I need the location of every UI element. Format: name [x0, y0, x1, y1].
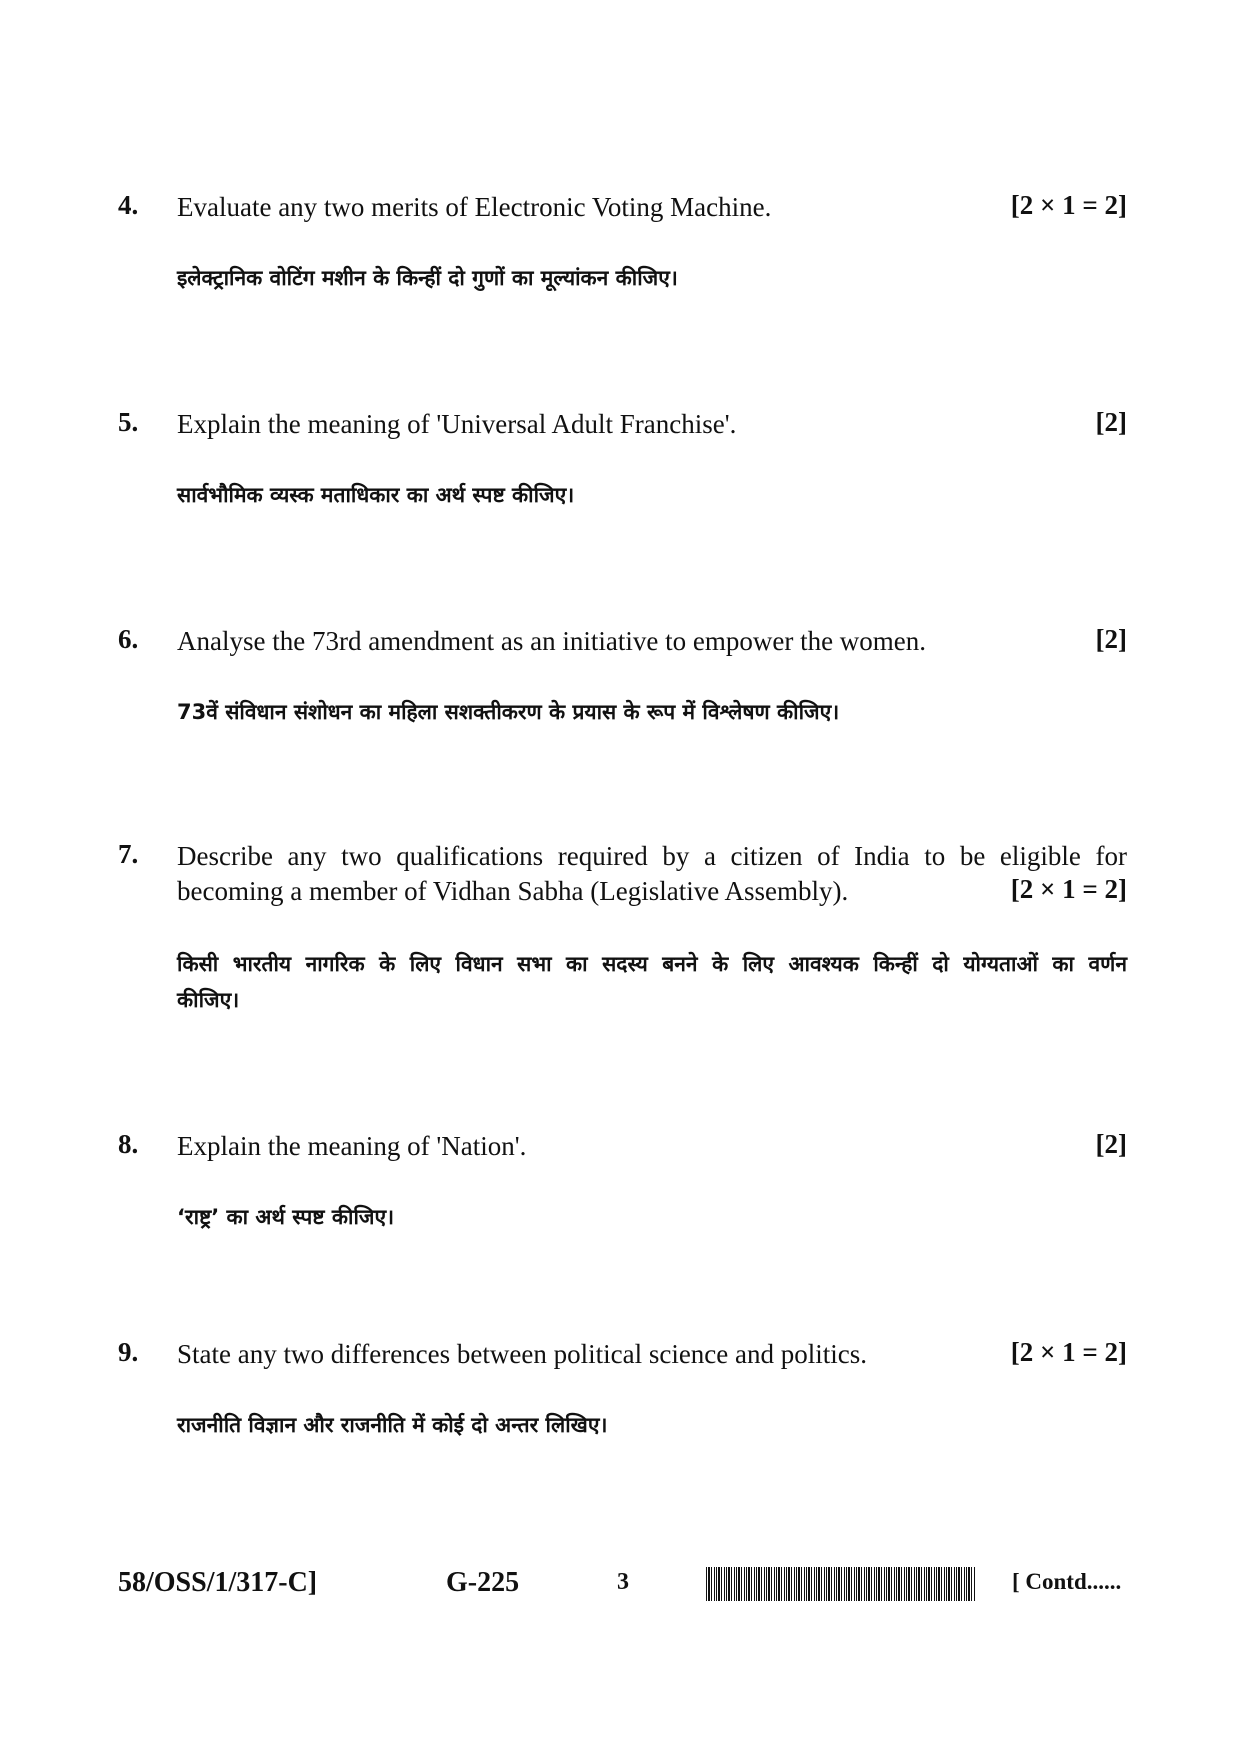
question-hindi-line-2: कीजिए। — [177, 988, 240, 1012]
question-text-line-1: Describe any two qualifications required by a citizen of India to be eligible for — [177, 841, 1127, 871]
question-number: 7. — [118, 839, 139, 869]
question-hindi: इलेक्ट्रानिक वोटिंग मशीन के किन्हीं दो गुणों का मूल्यांकन कीजिए। — [177, 266, 678, 290]
question-text: Evaluate any two merits of Electronic Voting Machine. — [177, 192, 772, 222]
question-marks: [2 × 1 = 2] — [1010, 190, 1127, 220]
question-number: 8. — [118, 1129, 139, 1159]
question-text: State any two differences between political science and politics. — [177, 1339, 868, 1369]
question-marks: [2] — [1095, 407, 1127, 437]
question-number: 9. — [118, 1337, 139, 1367]
question-text: Analyse the 73rd amendment as an initiative to empower the women. — [177, 626, 927, 656]
question-hindi-line-1: किसी भारतीय नागरिक के लिए विधान सभा का सदस्य बनने के लिए आवश्यक किन्हीं दो योग्यताओं का वर्णन — [177, 952, 1127, 976]
continued-note: [ Contd...... — [1012, 1569, 1122, 1594]
question-text-line-2: becoming a member of Vidhan Sabha (Legislative Assembly). — [177, 876, 849, 906]
paper-code: 58/OSS/1/317-C] — [118, 1567, 318, 1598]
question-number: 5. — [118, 407, 139, 437]
question-hindi: 73वें संविधान संशोधन का महिला सशक्तीकरण के प्रयास के रूप में विश्लेषण कीजिए। — [177, 700, 840, 724]
question-hindi: सार्वभौमिक व्यस्क मताधिकार का अर्थ स्पष्ट कीजिए। — [177, 483, 575, 507]
question-marks: [2] — [1095, 624, 1127, 654]
question-number: 6. — [118, 624, 139, 654]
page-number: 3 — [617, 1569, 629, 1595]
question-text: Explain the meaning of 'Universal Adult Franchise'. — [177, 409, 737, 439]
question-marks: [2] — [1095, 1129, 1127, 1159]
set-code: G-225 — [446, 1567, 520, 1598]
question-hindi: ‘राष्ट्र’ का अर्थ स्पष्ट कीजिए। — [177, 1205, 395, 1229]
question-hindi: राजनीति विज्ञान और राजनीति में कोई दो अन्तर लिखिए। — [177, 1413, 608, 1437]
question-text: Explain the meaning of 'Nation'. — [177, 1131, 527, 1161]
question-marks: [2 × 1 = 2] — [1010, 1337, 1127, 1367]
question-marks: [2 × 1 = 2] — [1010, 874, 1127, 904]
question-number: 4. — [118, 190, 139, 220]
barcode-image — [706, 1567, 976, 1601]
page-footer — [0, 1567, 1241, 1607]
